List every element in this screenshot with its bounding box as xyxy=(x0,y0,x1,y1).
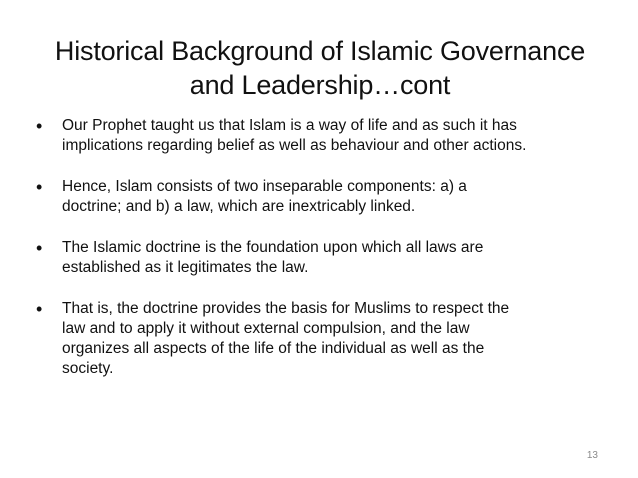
bullet-text-line: organizes all aspects of the life of the individual as well as the xyxy=(62,340,485,357)
bullet-item xyxy=(36,116,616,156)
bullet-item xyxy=(36,299,616,379)
bullet-text-line: doctrine; and b) a law, which are inextricably linked. xyxy=(62,198,416,215)
bullet-text-line: Hence, Islam consists of two inseparable components: a) a xyxy=(62,178,467,195)
bullet-dot-icon: • xyxy=(36,177,43,197)
bullet-dot-icon: • xyxy=(36,238,43,258)
bullet-text-line: society. xyxy=(62,360,114,377)
bullet-dot-icon: • xyxy=(36,116,43,136)
bullet-list xyxy=(36,116,616,400)
bullet-dot-icon: • xyxy=(36,299,43,319)
bullet-text-line: established as it legitimates the law. xyxy=(62,259,309,276)
bullet-text-line: implications regarding belief as well as behaviour and other actions. xyxy=(62,137,527,154)
bullet-text-line: The Islamic doctrine is the foundation upon which all laws are xyxy=(62,239,484,256)
slide-title-line: Historical Background of Islamic Governance xyxy=(54,36,586,66)
bullet-text-line: That is, the doctrine provides the basis for Muslims to respect the xyxy=(62,300,510,317)
bullet-text-line: law and to apply it without external compulsion, and the law xyxy=(62,320,470,337)
bullet-item xyxy=(36,238,616,278)
slide-title-line: and Leadership…cont xyxy=(189,70,451,100)
page-number: 13 xyxy=(586,450,598,461)
bullet-item xyxy=(36,177,616,217)
slide-title xyxy=(40,34,600,102)
bullet-text-line: Our Prophet taught us that Islam is a way of life and as such it has xyxy=(62,117,517,134)
